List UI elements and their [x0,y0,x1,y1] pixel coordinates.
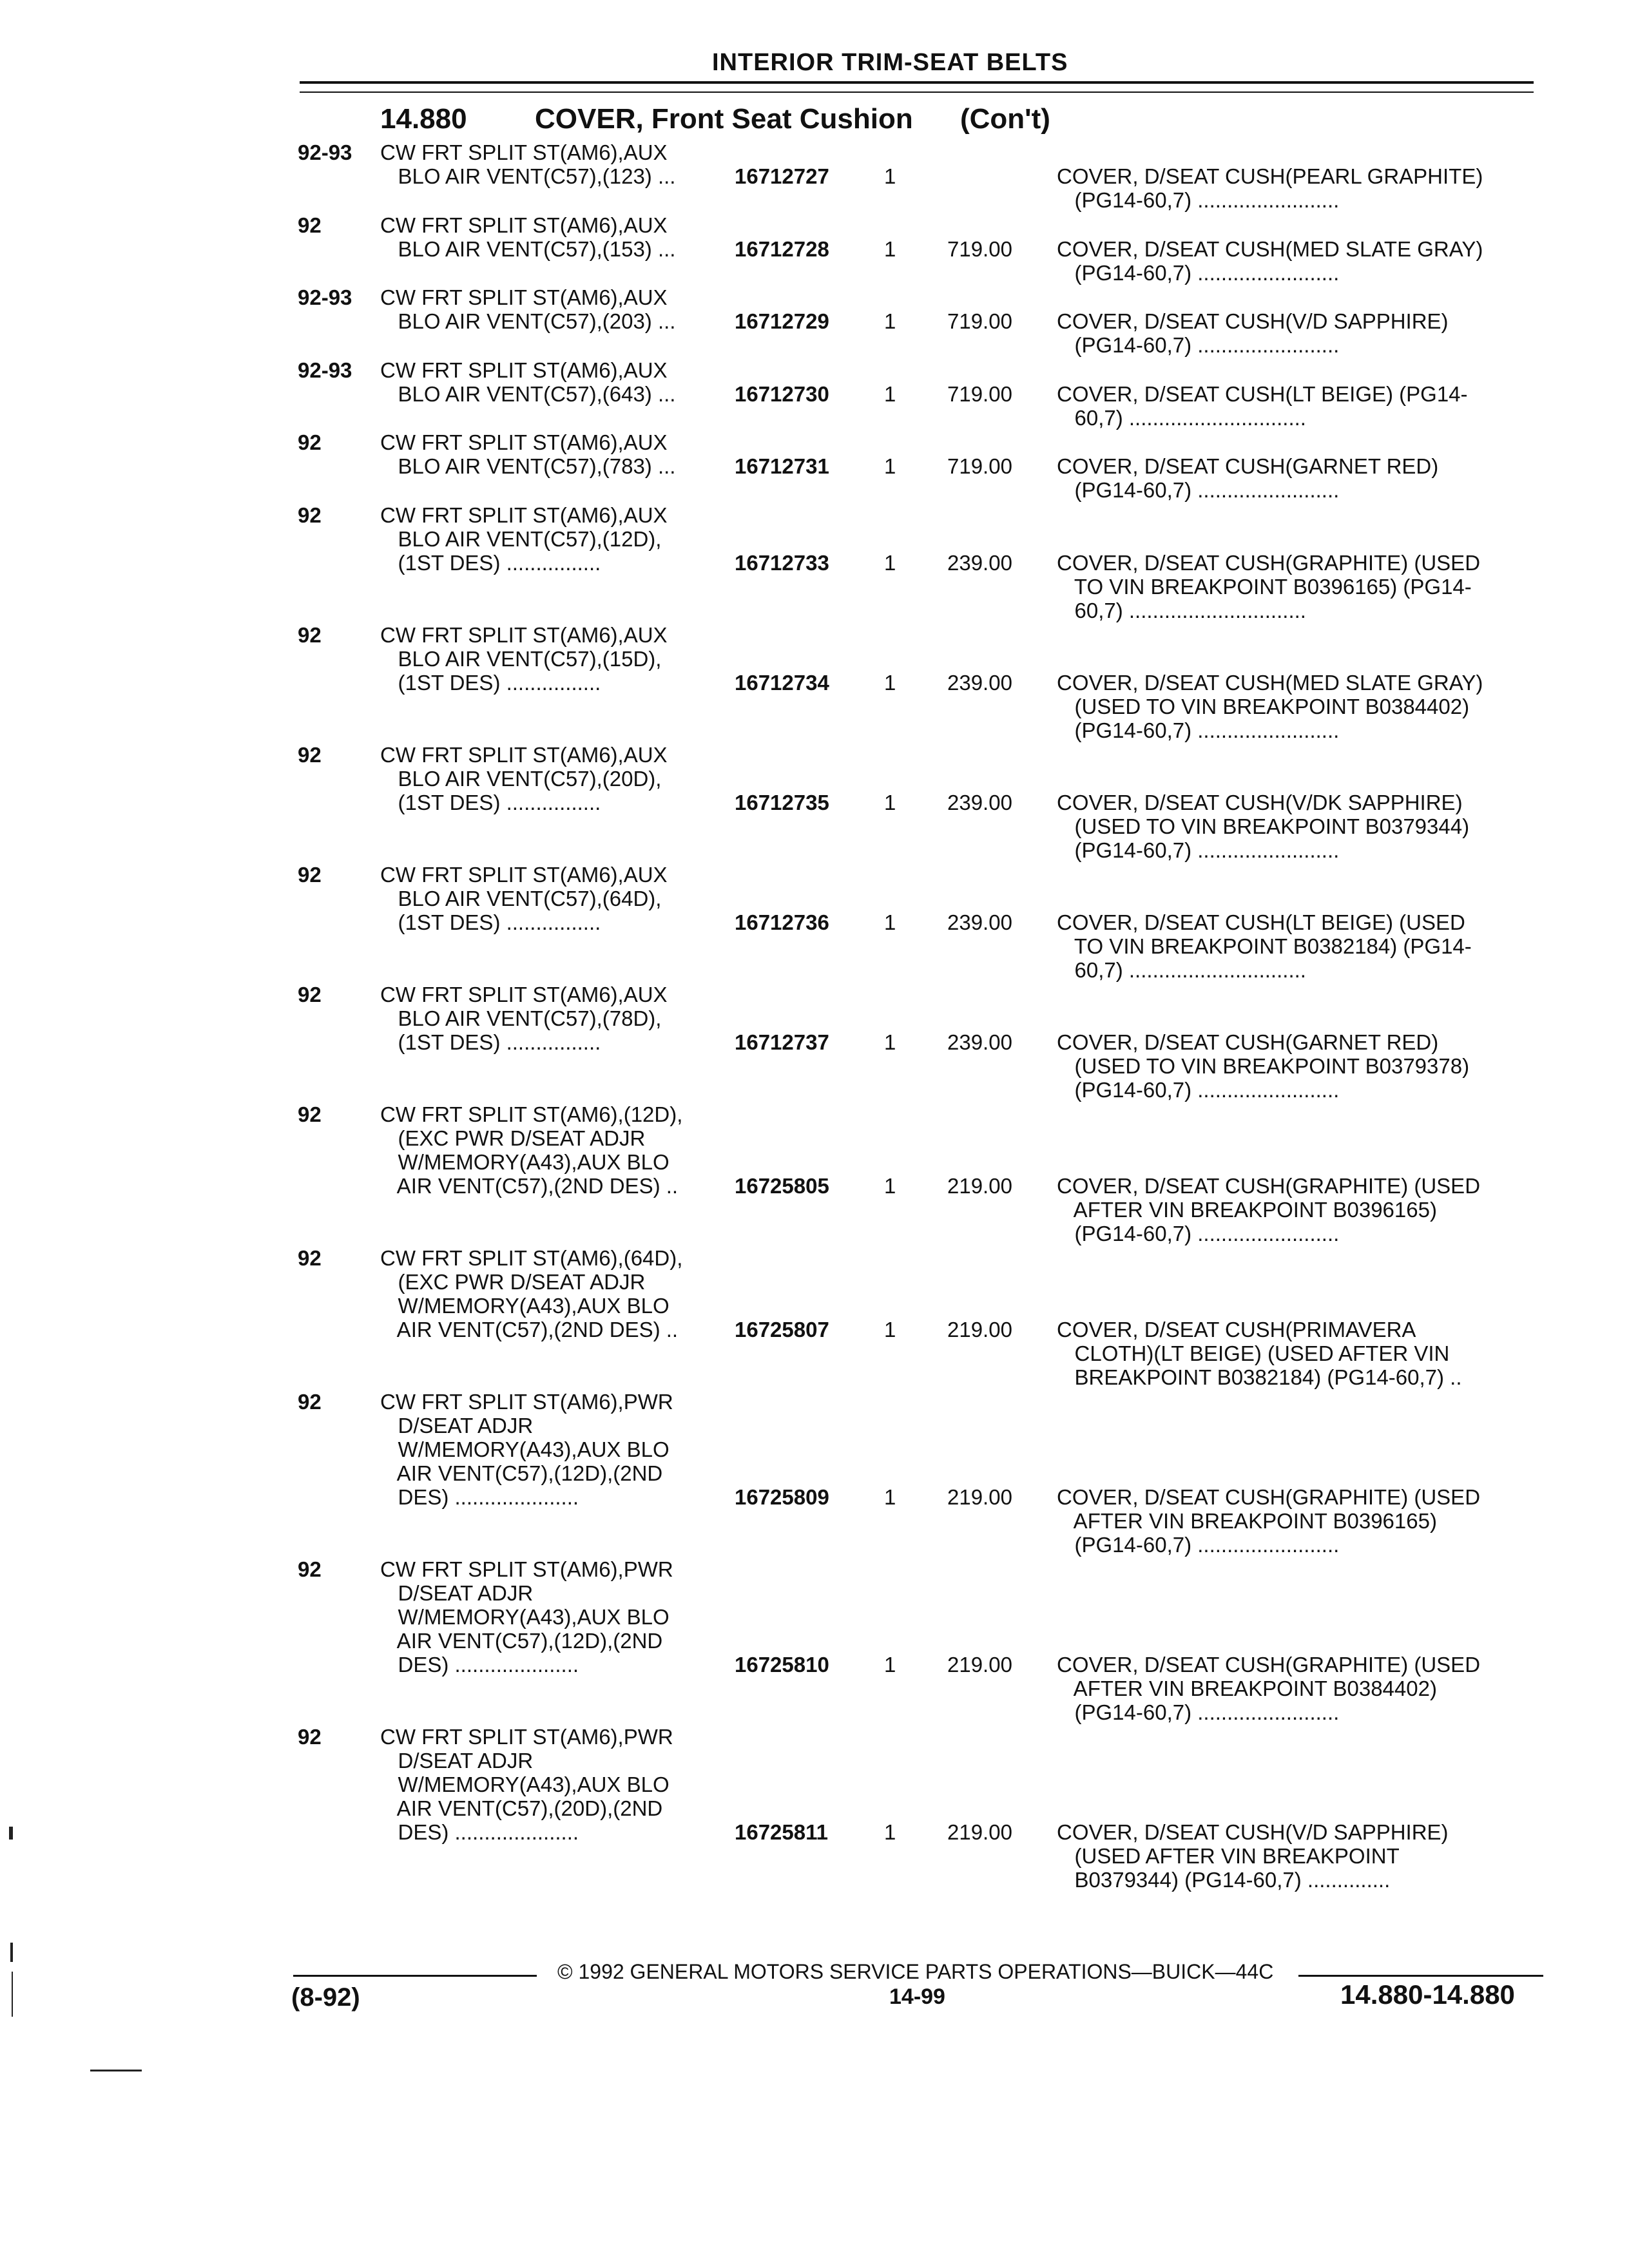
entry-price: 719.00 [947,309,1012,333]
entry-price: 719.00 [947,382,1012,406]
entry-note: COVER, D/SEAT CUSH(V/D SAPPHIRE) (PG14-60,7) ........................ [1057,309,1449,357]
entry-price: 239.00 [947,671,1012,695]
section-number: 14.880 [380,103,467,135]
entry-year: 92 [298,1102,322,1126]
entry-price: 239.00 [947,791,1012,814]
entry-year: 92 [298,430,322,454]
entry-price: 719.00 [947,454,1012,478]
entry-note: COVER, D/SEAT CUSH(GRAPHITE) (USED AFTER VIN BREAKPOINT B0396165) (PG14-60,7) ........................ [1057,1485,1481,1557]
entry-price: 219.00 [947,1485,1012,1509]
entry-part-number: 16725807 [735,1318,829,1341]
entry-part-number: 16712727 [735,164,829,188]
entry-description: CW FRT SPLIT ST(AM6),AUX BLO AIR VENT(C57),(153) ... [380,213,676,261]
scan-mark [9,1827,13,1840]
entry-year: 92 [298,743,322,767]
entry-price: 239.00 [947,551,1012,575]
entry-description: CW FRT SPLIT ST(AM6),(12D), (EXC PWR D/SEAT ADJR W/MEMORY(A43),AUX BLO AIR VENT(C57),(2ND DES) .. [380,1102,683,1198]
entry-note: COVER, D/SEAT CUSH(GRAPHITE) (USED AFTER VIN BREAKPOINT B0396165) (PG14-60,7) ........................ [1057,1174,1481,1245]
entry-year: 92 [298,1246,322,1270]
entry-part-number: 16712736 [735,910,829,934]
entry-part-number: 16712730 [735,382,829,406]
entry-quantity: 1 [884,1485,896,1509]
entry-quantity: 1 [884,382,896,406]
entry-year: 92 [298,1390,322,1414]
entry-quantity: 1 [884,1174,896,1198]
entry-part-number: 16712735 [735,791,829,814]
entry-year: 92 [298,213,322,237]
entry-part-number: 16725811 [735,1820,829,1844]
entry-price: 219.00 [947,1318,1012,1341]
entry-note: COVER, D/SEAT CUSH(MED SLATE GRAY) (USED TO VIN BREAKPOINT B0384402) (PG14-60,7) ........................ [1057,671,1483,742]
entry-part-number: 16725810 [735,1653,829,1677]
copyright-notice: © 1992 GENERAL MOTORS SERVICE PARTS OPERATIONS—BUICK—44C [557,1960,1274,1983]
entry-part-number: 16712728 [735,237,829,261]
page-number: 14-99 [889,1984,945,2009]
entry-description: CW FRT SPLIT ST(AM6),AUX BLO AIR VENT(C57),(643) ... [380,358,676,406]
entry-quantity: 1 [884,309,896,333]
entry-note: COVER, D/SEAT CUSH(PEARL GRAPHITE) (PG14-60,7) ........................ [1057,164,1483,212]
entry-description: CW FRT SPLIT ST(AM6),AUX BLO AIR VENT(C57),(15D), (1ST DES) ................ [380,623,668,695]
entry-quantity: 1 [884,791,896,814]
entry-quantity: 1 [884,1653,896,1677]
entry-price: 219.00 [947,1820,1012,1844]
scan-mark [12,1972,13,2017]
footer-rule-right [1298,1975,1543,1977]
entry-price: 219.00 [947,1653,1012,1677]
section-continued: (Con't) [960,103,1050,135]
entry-description: CW FRT SPLIT ST(AM6),(64D), (EXC PWR D/SEAT ADJR W/MEMORY(A43),AUX BLO AIR VENT(C57),(2ND DES) .. [380,1246,683,1341]
entry-description: CW FRT SPLIT ST(AM6),AUX BLO AIR VENT(C57),(203) ... [380,285,676,333]
entry-year: 92 [298,983,322,1006]
entry-description: CW FRT SPLIT ST(AM6),PWR D/SEAT ADJR W/MEMORY(A43),AUX BLO AIR VENT(C57),(12D),(2ND DES) ..................... [380,1390,673,1509]
entry-note: COVER, D/SEAT CUSH(MED SLATE GRAY) (PG14-60,7) ........................ [1057,237,1483,285]
header-rule-thin [300,91,1534,93]
entry-description: CW FRT SPLIT ST(AM6),AUX BLO AIR VENT(C57),(783) ... [380,430,676,478]
entry-year: 92-93 [298,140,352,164]
page-header-title: INTERIOR TRIM-SEAT BELTS [712,49,1068,76]
entry-description: CW FRT SPLIT ST(AM6),AUX BLO AIR VENT(C57),(123) ... [380,140,676,188]
entry-part-number: 16712733 [735,551,829,575]
entry-year: 92 [298,1557,322,1581]
entry-quantity: 1 [884,671,896,695]
entry-part-number: 16725805 [735,1174,829,1198]
entry-year: 92-93 [298,358,352,382]
entry-note: COVER, D/SEAT CUSH(PRIMAVERA CLOTH)(LT BEIGE) (USED AFTER VIN BREAKPOINT B0382184) (PG14-60,7) .. [1057,1318,1462,1389]
entry-year: 92-93 [298,285,352,309]
entry-quantity: 1 [884,1030,896,1054]
entry-quantity: 1 [884,1820,896,1844]
entry-description: CW FRT SPLIT ST(AM6),AUX BLO AIR VENT(C57),(64D), (1ST DES) ................ [380,863,668,934]
entry-note: COVER, D/SEAT CUSH(V/D SAPPHIRE) (USED AFTER VIN BREAKPOINT B0379344) (PG14-60,7) .............. [1057,1820,1449,1892]
entry-price: 239.00 [947,910,1012,934]
entry-note: COVER, D/SEAT CUSH(LT BEIGE) (USED TO VIN BREAKPOINT B0382184) (PG14- 60,7) .............................. [1057,910,1472,982]
entry-part-number: 16712729 [735,309,829,333]
entry-quantity: 1 [884,237,896,261]
entry-quantity: 1 [884,551,896,575]
entry-year: 92 [298,863,322,887]
entry-description: CW FRT SPLIT ST(AM6),PWR D/SEAT ADJR W/MEMORY(A43),AUX BLO AIR VENT(C57),(20D),(2ND DES) ..................... [380,1725,673,1844]
entry-price: 239.00 [947,1030,1012,1054]
entry-price: 719.00 [947,237,1012,261]
footer-rule-left [293,1975,537,1977]
entry-note: COVER, D/SEAT CUSH(GARNET RED) (PG14-60,7) ........................ [1057,454,1439,502]
entry-quantity: 1 [884,164,896,188]
entry-part-number: 16712734 [735,671,829,695]
entry-quantity: 1 [884,910,896,934]
entry-year: 92 [298,1725,322,1749]
entry-part-number: 16712737 [735,1030,829,1054]
header-rule [300,81,1534,84]
entry-description: CW FRT SPLIT ST(AM6),AUX BLO AIR VENT(C57),(78D), (1ST DES) ................ [380,983,668,1054]
entry-note: COVER, D/SEAT CUSH(LT BEIGE) (PG14- 60,7) .............................. [1057,382,1468,430]
entry-part-number: 16725809 [735,1485,829,1509]
section-range: 14.880-14.880 [1340,1979,1515,2010]
entry-year: 92 [298,623,322,647]
section-title: COVER, Front Seat Cushion [535,103,913,135]
entry-note: COVER, D/SEAT CUSH(GARNET RED) (USED TO VIN BREAKPOINT B0379378) (PG14-60,7) ........................ [1057,1030,1470,1102]
entry-part-number: 16712731 [735,454,829,478]
entry-year: 92 [298,503,322,527]
date-code: (8-92) [291,1983,360,2012]
entry-description: CW FRT SPLIT ST(AM6),PWR D/SEAT ADJR W/MEMORY(A43),AUX BLO AIR VENT(C57),(12D),(2ND DES) ..................... [380,1557,673,1677]
entry-price: 219.00 [947,1174,1012,1198]
entry-note: COVER, D/SEAT CUSH(GRAPHITE) (USED AFTER VIN BREAKPOINT B0384402) (PG14-60,7) ........................ [1057,1653,1481,1724]
entry-note: COVER, D/SEAT CUSH(GRAPHITE) (USED TO VIN BREAKPOINT B0396165) (PG14- 60,7) .............................. [1057,551,1481,622]
scan-mark [90,2070,142,2071]
scan-mark [10,1943,13,1962]
entry-quantity: 1 [884,454,896,478]
entry-description: CW FRT SPLIT ST(AM6),AUX BLO AIR VENT(C57),(12D), (1ST DES) ................ [380,503,668,575]
entry-description: CW FRT SPLIT ST(AM6),AUX BLO AIR VENT(C57),(20D), (1ST DES) ................ [380,743,668,814]
entry-note: COVER, D/SEAT CUSH(V/DK SAPPHIRE) (USED TO VIN BREAKPOINT B0379344) (PG14-60,7) ........................ [1057,791,1470,862]
entry-quantity: 1 [884,1318,896,1341]
